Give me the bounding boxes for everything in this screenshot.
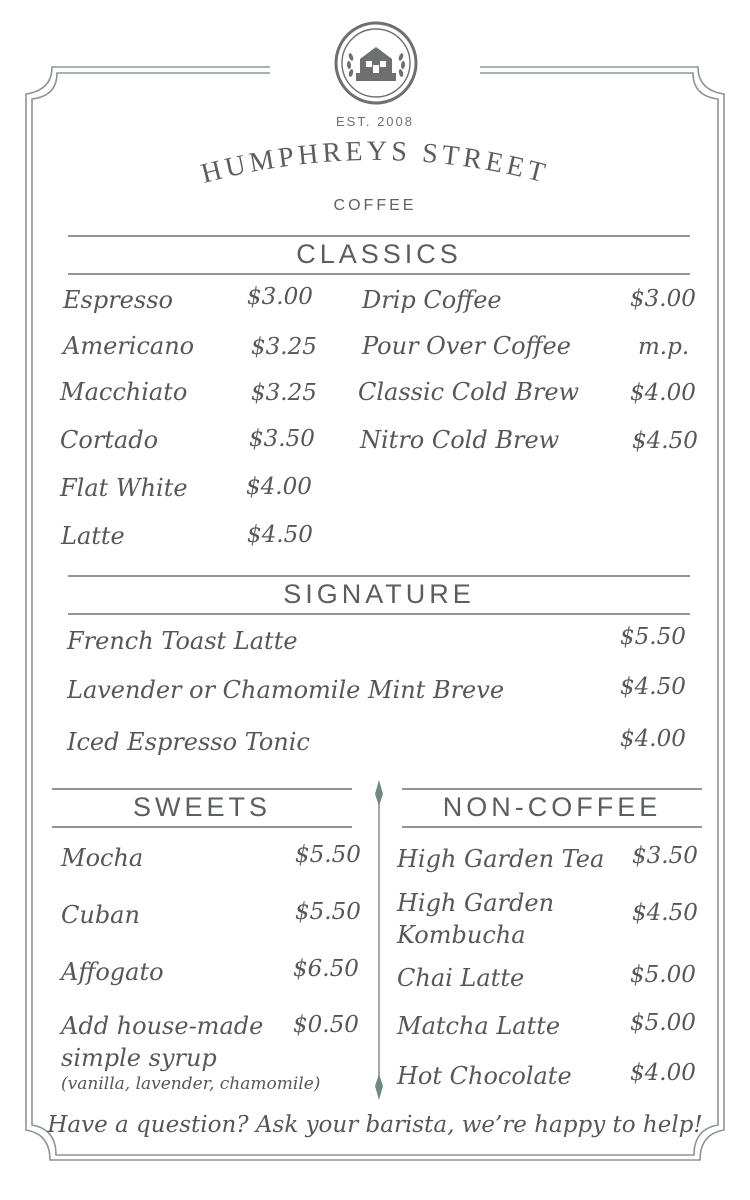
menu-item: Matcha Latte	[397, 1012, 561, 1040]
column-divider	[372, 780, 386, 1100]
shop-subtitle: COFFEE	[333, 197, 417, 214]
menu-price: $4.50	[620, 674, 686, 700]
menu-item: Classic Cold Brew	[358, 378, 580, 406]
menu-price: $5.00	[630, 962, 696, 988]
menu-item: Americano	[63, 332, 195, 360]
menu-item: High Garden Tea	[397, 845, 605, 873]
menu-item: Nitro Cold Brew	[360, 426, 560, 454]
menu-price: $3.00	[630, 286, 696, 312]
signature-heading: SIGNATURE	[68, 575, 690, 615]
menu-price: $4.00	[620, 726, 686, 752]
menu-price: $6.50	[293, 956, 359, 982]
menu-item: Cuban	[61, 901, 140, 929]
non-coffee-heading: NON-COFFEE	[402, 788, 702, 828]
menu-item-note: (vanilla, lavender, chamomile)	[61, 1074, 321, 1094]
menu-item: Hot Chocolate	[397, 1062, 572, 1090]
menu-price: $4.00	[630, 1060, 696, 1086]
menu-item: Flat White	[60, 474, 188, 502]
menu-item: Latte	[61, 522, 125, 550]
menu-price: $4.00	[630, 380, 696, 406]
svg-text:HUMPHREYS STREET	[198, 136, 552, 190]
established-year: EST. 2008	[336, 114, 414, 129]
shop-name-text: HUMPHREYS STREET	[197, 135, 553, 190]
classics-heading: CLASSICS	[68, 235, 690, 275]
menu-price: $3.50	[249, 426, 315, 452]
footer-message: Have a question? Ask your barista, we’re happy to help!	[47, 1112, 703, 1138]
menu-item-continued: simple syrup	[61, 1044, 217, 1072]
menu-price: $3.50	[632, 843, 698, 869]
menu-item-continued: Kombucha	[397, 921, 526, 949]
menu-price: $3.25	[251, 334, 317, 360]
house-wreath-icon	[334, 21, 418, 105]
menu-item: Drip Coffee	[362, 286, 502, 314]
menu-item: Iced Espresso Tonic	[67, 728, 310, 756]
menu-price: $5.50	[295, 899, 361, 925]
menu-item: French Toast Latte	[67, 627, 298, 655]
menu-price: m.p.	[638, 334, 690, 360]
shop-name	[150, 135, 600, 205]
menu-item: Add house-made	[61, 1012, 264, 1040]
menu-item: Lavender or Chamomile Mint Breve	[67, 676, 505, 704]
menu-price: $3.00	[247, 284, 313, 310]
menu-item: Espresso	[63, 286, 173, 314]
menu-price: $4.50	[632, 900, 698, 926]
menu-price: $0.50	[293, 1012, 359, 1038]
menu-item: Pour Over Coffee	[362, 332, 571, 360]
sweets-heading: SWEETS	[52, 788, 352, 828]
menu-item: Affogato	[61, 958, 164, 986]
menu-price: $5.50	[295, 842, 361, 868]
menu-item: Mocha	[61, 844, 144, 872]
menu-item: Cortado	[60, 426, 159, 454]
menu-price: $3.25	[251, 380, 317, 406]
menu-price: $4.00	[246, 474, 312, 500]
menu-price: $4.50	[632, 428, 698, 454]
menu-item: Macchiato	[60, 378, 188, 406]
menu-price: $5.00	[630, 1010, 696, 1036]
menu-price: $5.50	[620, 624, 686, 650]
menu-item: Chai Latte	[397, 964, 525, 992]
menu-item: High Garden	[397, 889, 555, 917]
menu-price: $4.50	[247, 522, 313, 548]
